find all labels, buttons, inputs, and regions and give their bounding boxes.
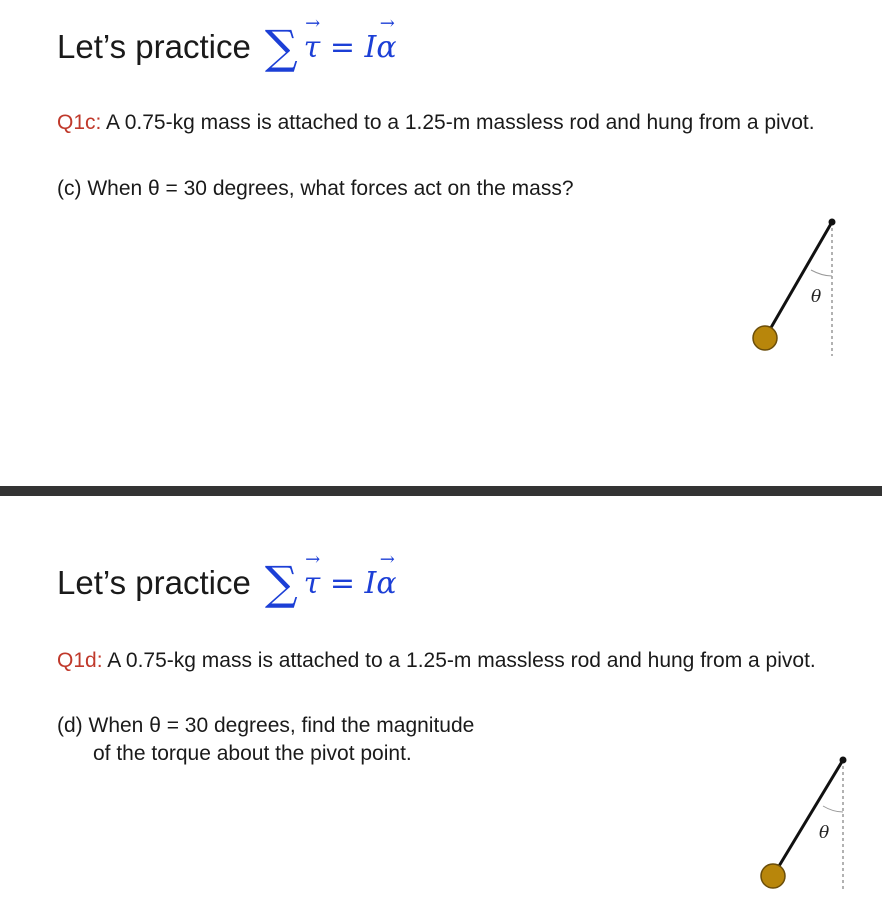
mass-ball [753, 326, 777, 350]
tau-vector: → τ [304, 566, 321, 601]
slide-title [57, 556, 397, 610]
question-text: Q1d: A 0.75-kg mass is attached to a 1.25-m massless rod and hung from a pivot. [57, 649, 816, 672]
question-text: Q1c: A 0.75-kg mass is attached to a 1.25-m massless rod and hung from a pivot. [57, 111, 815, 134]
torque-equation: ∑ → τ = I→ α [265, 560, 397, 606]
rod [773, 760, 843, 876]
pivot-point [829, 219, 836, 226]
sigma-symbol: ∑ [264, 556, 298, 610]
torque-equation: ∑ → τ = I→ α [265, 24, 397, 70]
slide-divider [0, 486, 882, 496]
angle-arc [823, 806, 843, 812]
mass-ball [761, 864, 785, 888]
question-label: Q1d: [57, 649, 103, 672]
title-text: Let’s practice [57, 564, 251, 601]
moment-of-inertia: I [364, 565, 377, 601]
moment-of-inertia: I [364, 29, 377, 65]
alpha-vector: → α [376, 30, 396, 65]
slide-title [57, 20, 397, 74]
subpart-question: (c) When θ = 30 degrees, what forces act on the mass? [57, 177, 574, 200]
theta-label: θ [811, 287, 822, 307]
slide-2 [0, 496, 882, 906]
title-text: Let’s practice [57, 28, 251, 65]
rod [765, 222, 832, 338]
sigma-symbol: ∑ [264, 20, 298, 74]
angle-arc [811, 270, 832, 276]
question-label: Q1c: [57, 111, 102, 134]
alpha-vector: → α [376, 566, 396, 601]
theta-label: θ [819, 823, 830, 843]
subpart-question: (d) When θ = 30 degrees, find the magnitude of the torque about the pivot point. [57, 714, 475, 765]
pendulum-diagram [740, 210, 850, 360]
tau-vector: → τ [304, 30, 321, 65]
pendulum-diagram [755, 746, 865, 896]
pivot-point [840, 757, 847, 764]
